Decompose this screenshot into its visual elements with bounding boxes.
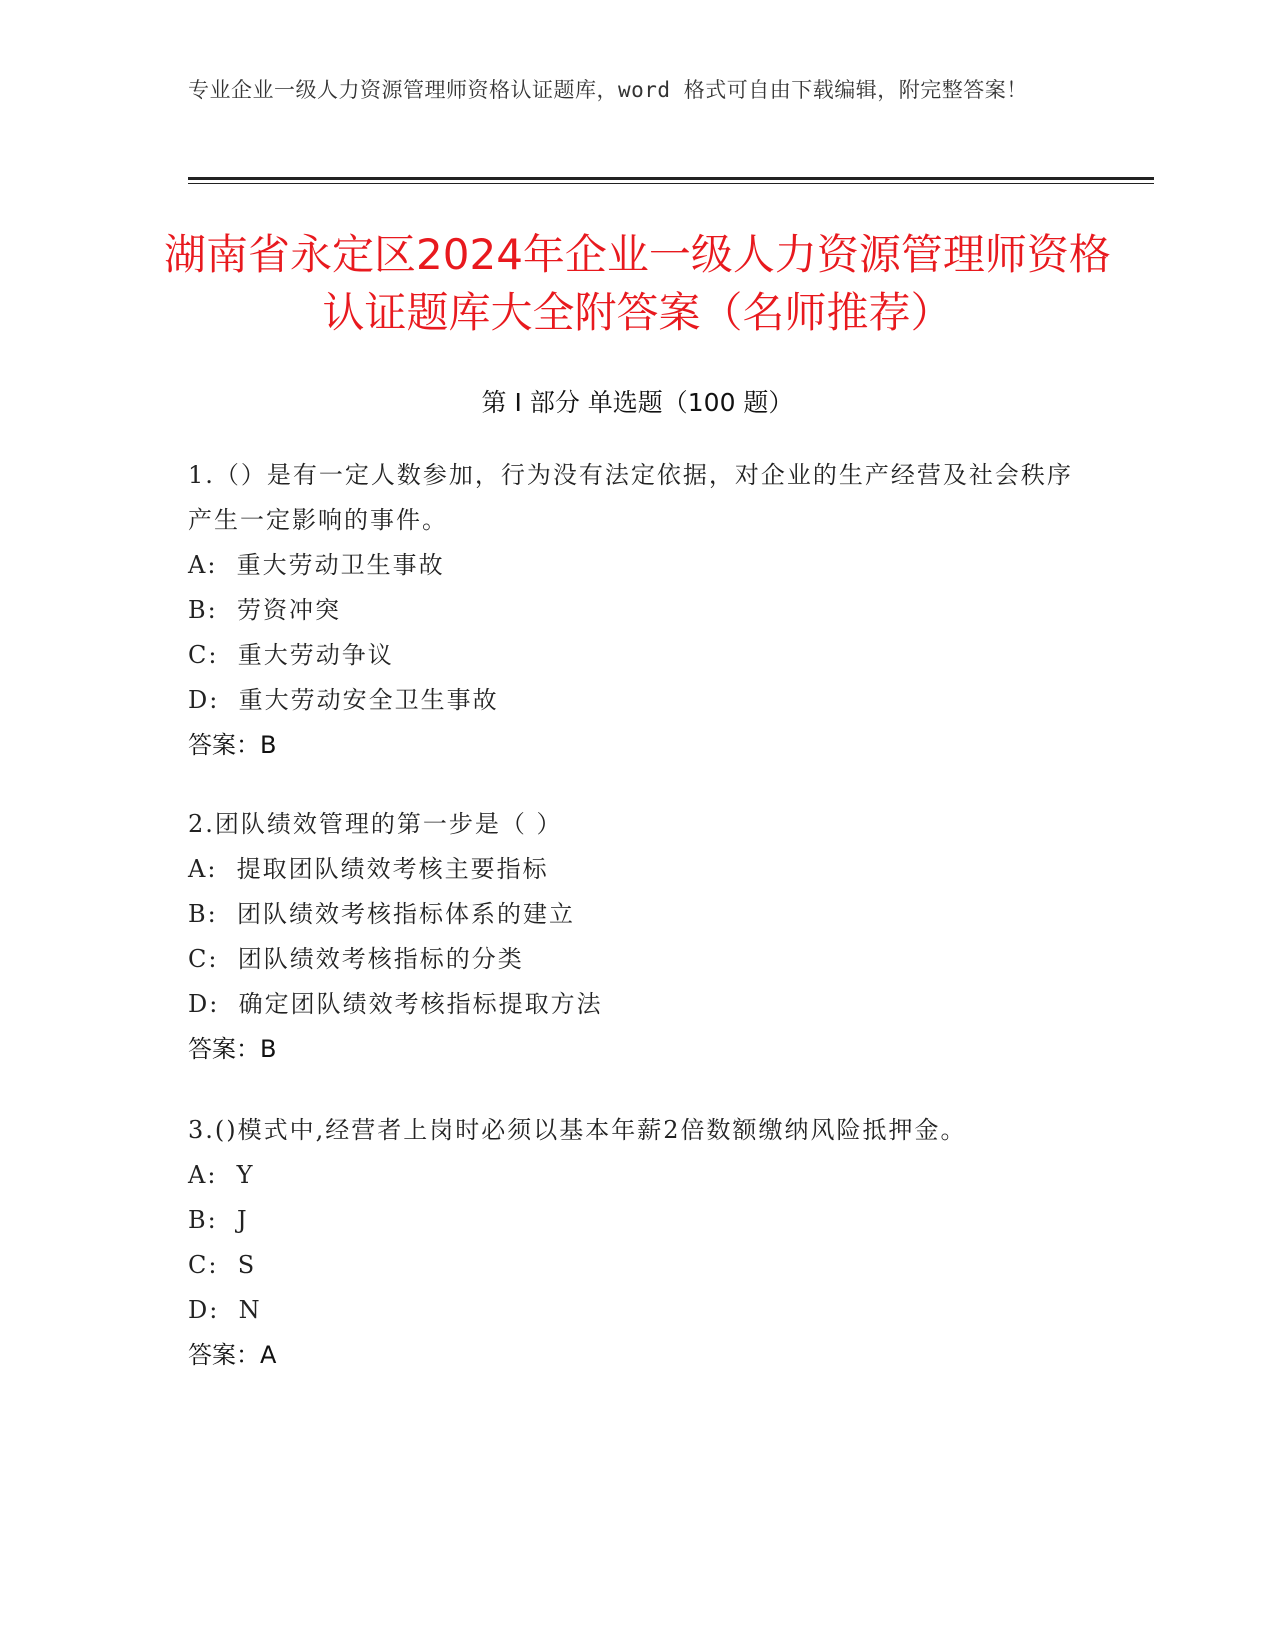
option-b: B: J (188, 1206, 249, 1234)
section-heading: 第 I 部分 单选题（100 题） (481, 388, 794, 417)
answer: 答案：B (188, 1035, 277, 1063)
question-stem: 2.团队绩效管理的第一步是（ ） (188, 810, 563, 838)
question-stem: 3.()模式中,经营者上岗时必须以基本年薪2倍数额缴纳风险抵押金。 (188, 1116, 967, 1144)
header-divider-thin (188, 183, 1154, 184)
option-d: D: N (188, 1296, 262, 1324)
question-3 (188, 1108, 1088, 1378)
answer: 答案：B (188, 731, 277, 759)
option-d: D: 确定团队绩效考核指标提取方法 (188, 990, 603, 1018)
header-divider-thick (188, 177, 1154, 180)
option-c: C: S (188, 1251, 257, 1279)
option-c: C: 团队绩效考核指标的分类 (188, 945, 524, 973)
option-c: C: 重大劳动争议 (188, 641, 394, 669)
answer: 答案：A (188, 1341, 277, 1369)
option-a: A: 重大劳动卫生事故 (188, 551, 445, 579)
question-1 (188, 453, 1088, 768)
option-d: D: 重大劳动安全卫生事故 (188, 686, 499, 714)
option-b: B: 团队绩效考核指标体系的建立 (188, 900, 575, 928)
header-note: 专业企业一级人力资源管理师资格认证题库，word 格式可自由下载编辑，附完整答案！ (188, 78, 1028, 102)
option-a: A: 提取团队绩效考核主要指标 (188, 855, 549, 883)
option-a: A: Y (188, 1161, 255, 1189)
document-title: 湖南省永定区2024年企业一级人力资源管理师资格认证题库大全附答案（名师推荐） (164, 230, 1111, 337)
question-stem: 1.（）是有一定人数参加，行为没有法定依据，对企业的生产经营及社会秩序产生一定影响的事件。 (188, 461, 1073, 534)
option-b: B: 劳资冲突 (188, 596, 341, 624)
question-2 (188, 802, 1088, 1072)
